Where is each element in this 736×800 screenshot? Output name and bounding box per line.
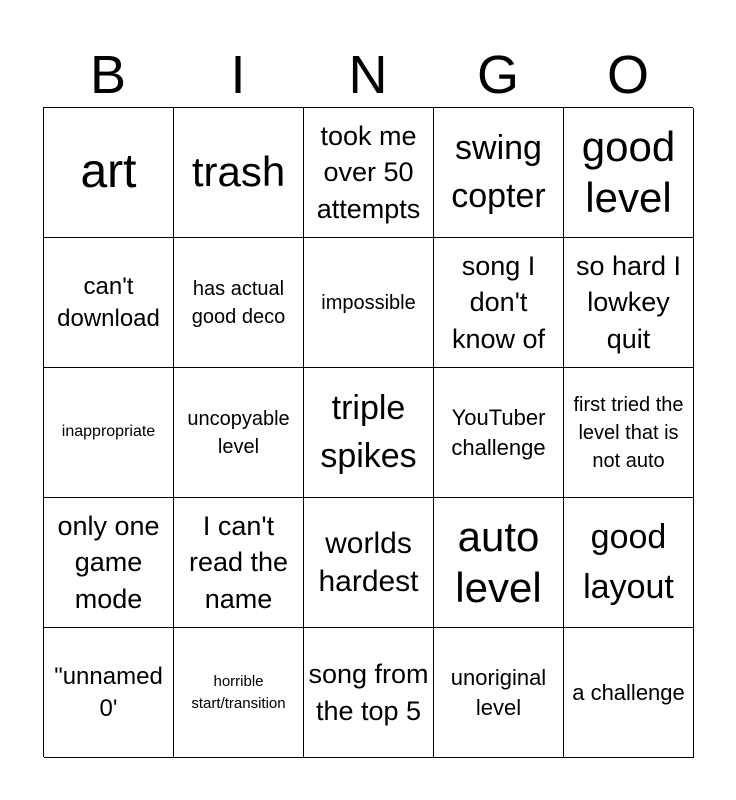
cell-text: uncopyable level (187, 407, 290, 458)
bingo-header (43, 44, 693, 106)
cell-text: I can't read the name (188, 510, 289, 614)
bingo-cell[interactable] (304, 238, 434, 368)
cell-text: unoriginal level (450, 664, 547, 720)
cell-text: song from the top 5 (308, 659, 429, 726)
cell-text: impossible (321, 291, 416, 314)
bingo-cell[interactable] (304, 628, 434, 758)
cell-text: only one game mode (57, 510, 160, 614)
bingo-cell[interactable] (44, 628, 174, 758)
bingo-cell[interactable] (44, 368, 174, 498)
cell-text: took me over 50 attempts (316, 120, 421, 224)
bingo-cell[interactable] (44, 238, 174, 368)
cell-text: swing copter (451, 128, 546, 215)
cell-text: inappropriate (61, 423, 156, 441)
header-letter-i: I (230, 45, 246, 105)
cell-text: horrible start/transition (191, 672, 286, 712)
bingo-cell[interactable] (434, 108, 564, 238)
bingo-cell[interactable] (434, 368, 564, 498)
cell-text: worlds hardest (318, 527, 419, 598)
cell-text: can't download (57, 273, 160, 332)
cell-text: auto level (455, 513, 542, 611)
bingo-cell[interactable] (434, 238, 564, 368)
cell-text: a challenge (572, 679, 685, 705)
bingo-cell[interactable] (564, 368, 694, 498)
cell-text: art (80, 145, 137, 199)
cell-text: first tried the level that is not auto (573, 393, 684, 472)
bingo-cell[interactable] (304, 498, 434, 628)
cell-text: "unnamed 0' (54, 663, 163, 722)
bingo-cell[interactable] (564, 238, 694, 368)
cell-text: good layout (583, 518, 674, 606)
bingo-cell[interactable] (434, 628, 564, 758)
bingo-cell[interactable] (44, 498, 174, 628)
cell-text: triple spikes (320, 388, 417, 475)
header-letter-g: G (476, 45, 519, 105)
bingo-cell[interactable] (174, 108, 304, 238)
bingo-cell[interactable] (174, 498, 304, 628)
header-letter-b: B (89, 45, 127, 105)
cell-text: has actual good deco (191, 277, 286, 328)
bingo-cell[interactable] (174, 238, 304, 368)
bingo-cell[interactable] (304, 368, 434, 498)
bingo-board (43, 107, 693, 757)
cell-text: trash (191, 148, 286, 196)
bingo-cell[interactable] (434, 498, 564, 628)
bingo-cell[interactable] (564, 628, 694, 758)
bingo-cell[interactable] (44, 108, 174, 238)
cell-text: so hard I lowkey quit (575, 250, 682, 354)
bingo-cell[interactable] (564, 108, 694, 238)
cell-text: song I don't know of (451, 250, 546, 354)
header-letter-o: O (606, 45, 649, 105)
bingo-cell[interactable] (174, 628, 304, 758)
bingo-cell[interactable] (174, 368, 304, 498)
cell-text: YouTuber challenge (451, 404, 546, 460)
header-letter-n: N (348, 45, 388, 105)
cell-text: good level (581, 123, 676, 221)
bingo-cell[interactable] (304, 108, 434, 238)
bingo-cell[interactable] (564, 498, 694, 628)
